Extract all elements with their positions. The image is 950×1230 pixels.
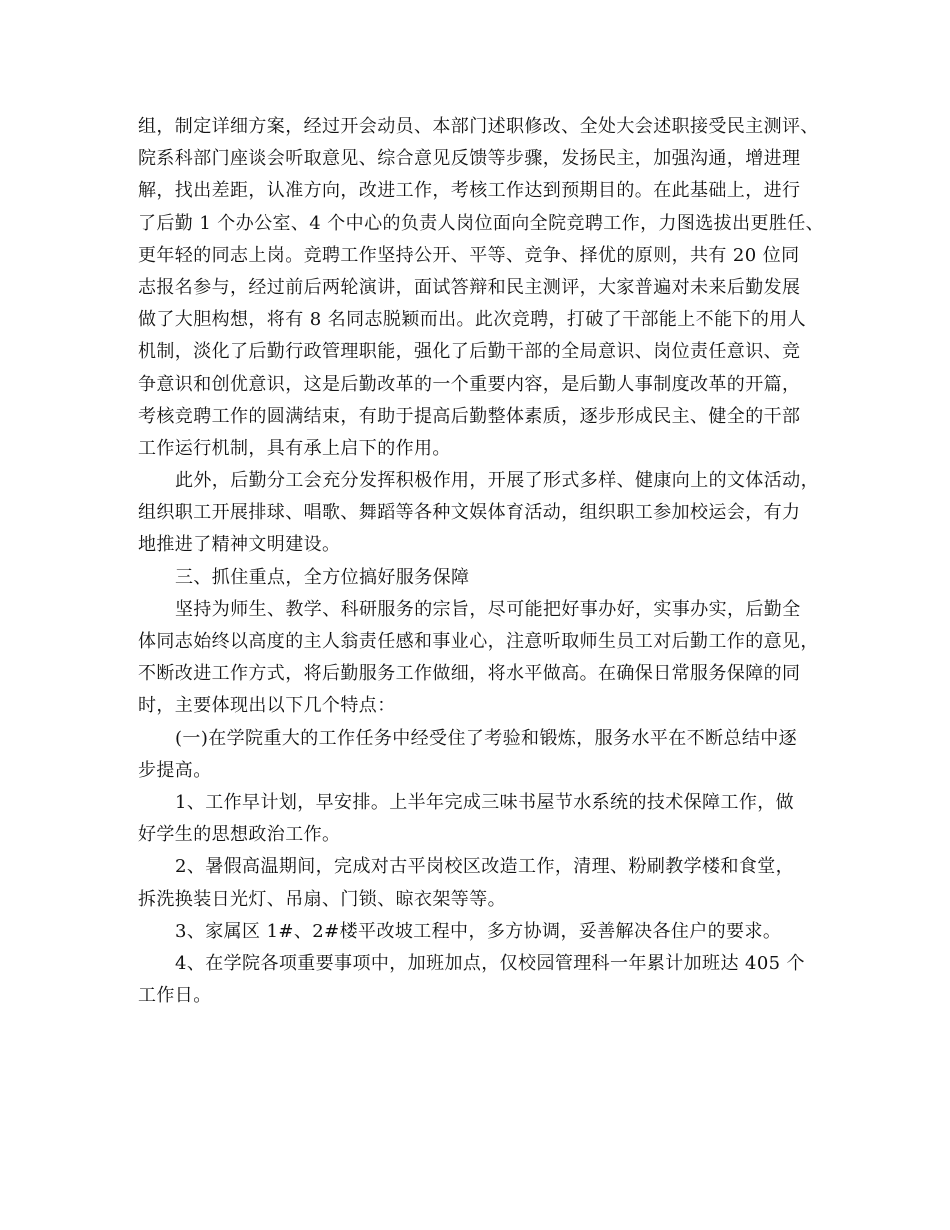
text-line: 工作运行机制，具有承上启下的作用。 — [138, 437, 451, 459]
text-line: 机制，淡化了后勤行政管理职能，强化了后勤干部的全局意识、岗位责任意识、竞 — [138, 341, 801, 363]
text-line: 组，制定详细方案，经过开会动员、本部门述职修改、全处大会述职接受民主测评、 — [138, 116, 819, 137]
text-line: 三、抓住重点，全方位搞好服务保障 — [175, 566, 470, 588]
text-line: 组织职工开展排球、唱歌、舞蹈等各种文娱体育活动，组织职工参加校运会，有力 — [138, 502, 801, 524]
text-line: 拆洗换装日光灯、吊扇、门锁、晾衣架等等。 — [138, 888, 506, 910]
text-line: 体同志始终以高度的主人翁责任感和事业心，注意听取师生员工对后勤工作的意见， — [138, 631, 819, 652]
text-line: 步提高。 — [138, 759, 212, 781]
text-line: 4、在学院各项重要事项中，加班加点，仅校园管理科一年累计加班达 405 个 — [175, 952, 806, 974]
text-line: 地推进了精神文明建设。 — [138, 534, 341, 556]
text-line: 了后勤 1 个办公室、4 个中心的负责人岗位面向全院竞聘工作，力图选拔出更胜任、 — [138, 212, 825, 234]
text-line: 院系科部门座谈会听取意见、综合意见反馈等步骤，发扬民主，加强沟通，增进理 — [138, 148, 801, 170]
text-line: 做了大胆构想，将有 8 名同志脱颖而出。此次竞聘，打破了干部能上不能下的用人 — [138, 309, 807, 331]
text-line: 此外，后勤分工会充分发挥积极作用，开展了形式多样、健康向上的文体活动， — [175, 470, 819, 492]
text-line: 2、暑假高温期间，完成对古平岗校区改造工作，清理、粉刷教学楼和食堂， — [175, 856, 795, 878]
text-line: 争意识和创优意识，这是后勤改革的一个重要内容，是后勤人事制度改革的开篇， — [138, 373, 801, 395]
text-line: 时，主要体现出以下几个特点： — [138, 695, 396, 717]
text-line: 1、工作早计划，早安排。上半年完成三味书屋节水系统的技术保障工作，做 — [175, 791, 795, 813]
text-line: 工作日。 — [138, 985, 212, 1007]
text-line: 不断改进工作方式，将后勤服务工作做细，将水平做高。在确保日常服务保障的同 — [138, 663, 801, 685]
text-line: 更年轻的同志上岗。竞聘工作坚持公开、平等、竞争、择优的原则，共有 20 位同 — [138, 244, 800, 266]
text-line: 考核竞聘工作的圆满结束，有助于提高后勤整体素质，逐步形成民主、健全的干部 — [138, 405, 801, 427]
text-line: 解，找出差距，认准方向，改进工作，考核工作达到预期目的。在此基础上，进行 — [138, 180, 801, 202]
text-line: 坚持为师生、教学、科研服务的宗旨，尽可能把好事办好，实事办实，后勤全 — [175, 598, 801, 620]
text-line: 3、家属区 1#、2#楼平改坡工程中，多方协调，妥善解决各住户的要求。 — [175, 920, 782, 942]
document-body — [138, 111, 825, 1012]
text-line: 好学生的思想政治工作。 — [138, 824, 341, 846]
text-line: 志报名参与，经过前后两轮演讲，面试答辩和民主测评，大家普遍对未来后勤发展 — [138, 276, 801, 298]
text-line: (一)在学院重大的工作任务中经受住了考验和锻炼，服务水平在不断总结中逐 — [175, 727, 798, 749]
